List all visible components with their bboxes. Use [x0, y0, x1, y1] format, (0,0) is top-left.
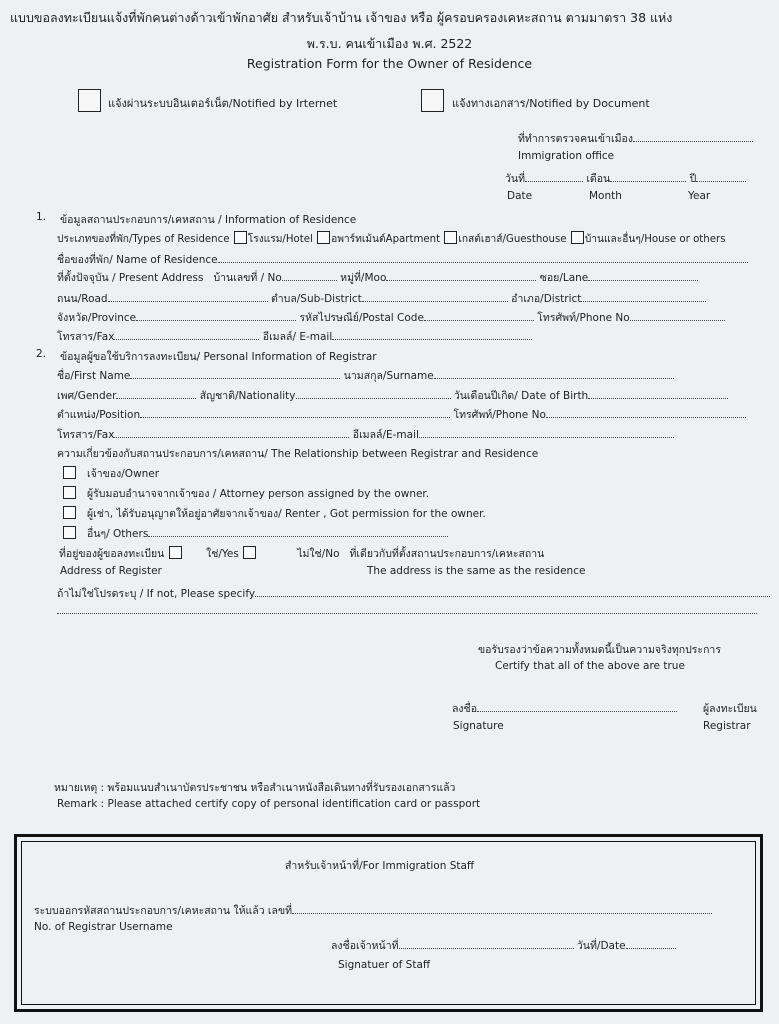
relation-owner-checkbox[interactable]	[63, 466, 76, 479]
year-th: ปี	[689, 173, 697, 185]
house-no-label: บ้านเลขที่ / No	[213, 272, 282, 284]
relation-attorney[interactable]	[62, 485, 429, 502]
immigration-office-en: Immigration office	[518, 150, 615, 162]
name-row[interactable]	[57, 367, 674, 384]
road-row[interactable]	[57, 290, 706, 307]
addr-no-checkbox[interactable]	[243, 546, 256, 559]
date-label-en: Date	[507, 190, 533, 202]
addr-reg-en: Address of Register	[60, 565, 162, 577]
certify-th: ขอรับรองว่าข้อความทั้งหมดนี้เป็นความจริงทุกประการ	[478, 644, 721, 656]
province-label: จังหวัด/Province	[57, 312, 137, 324]
registrar-th: ผู้ลงทะเบียน	[703, 703, 757, 715]
present-address-row[interactable]	[57, 269, 698, 286]
immigration-office-th: ที่ทำการตรวจคนเข้าเมือง	[518, 133, 633, 145]
type-hotel-checkbox[interactable]	[234, 231, 247, 244]
relation-renter[interactable]	[62, 505, 486, 522]
relation-owner[interactable]	[62, 465, 159, 482]
province-row[interactable]	[57, 309, 725, 326]
specify-field[interactable]	[57, 585, 770, 602]
staff-heading: สำหรับเจ้าหน้าที่/For Immigration Staff	[285, 860, 475, 872]
month-label-en: Month	[589, 190, 622, 202]
relation-attorney-label: ผู้รับมอบอำนาจจากเจ้าของ / Attorney person assigned by the owner.	[87, 488, 430, 500]
relation-others[interactable]	[62, 525, 448, 542]
staff-sign-en: Signatuer of Staff	[338, 959, 431, 971]
addr-yes-checkbox[interactable]	[169, 546, 182, 559]
immigration-office-field[interactable]	[518, 130, 753, 147]
signature-en: Signature	[453, 720, 504, 732]
type-house-checkbox[interactable]	[571, 231, 584, 244]
same-address-en: The address is the same as the residence	[367, 565, 586, 577]
specify-line2[interactable]	[57, 604, 757, 617]
relation-others-checkbox[interactable]	[63, 526, 76, 539]
residence-name-field[interactable]	[57, 251, 748, 268]
month-th: เดือน	[586, 173, 611, 185]
registrar-phone-label: โทรศัพท์/Phone No	[453, 409, 546, 421]
type-guesthouse-label: เกสต์เฮาส์/Guesthouse	[458, 234, 567, 245]
surname-label: นามสกุล/Surname	[343, 370, 434, 382]
nationality-label: สัญชาติ/Nationality	[199, 390, 296, 402]
type-house-label: บ้านและอื่นๆ/House or others	[584, 234, 726, 245]
staff-sign-field[interactable]	[331, 937, 676, 954]
residence-fax-row[interactable]	[57, 328, 532, 345]
registrar-email-label: อีเมลล์/E-mail	[352, 429, 419, 441]
remark-en: Remark : Please attached certify copy of personal identification card or passport	[57, 798, 481, 810]
types-label: ประเภทของที่พัก/Types of Residence	[57, 234, 230, 245]
section1-heading: ข้อมูลสถานประกอบการ/เคหสถาน / Information of Residence	[60, 214, 357, 226]
notify-internet-checkbox[interactable]	[78, 89, 101, 112]
title-thai-line1: แบบขอลงทะเบียนแจ้งที่พักคนต่างด้าวเข้าพักอาศัย สำหรับเจ้าบ้าน เจ้าของ หรือ ผู้ครอบครองเคหะสถาน ตามมาตรา 38 แห่ง	[10, 10, 673, 25]
subdistrict-label: ตำบล/Sub-District	[270, 293, 362, 305]
type-apartment-checkbox[interactable]	[317, 231, 330, 244]
relation-owner-label: เจ้าของ/Owner	[87, 468, 160, 480]
addr-yes-label: ใช่/Yes	[206, 548, 239, 560]
moo-label: หมู่ที่/Moo	[340, 272, 387, 284]
staff-system-th: ระบบออกรหัสสถานประกอบการ/เคหะสถาน ให้แล้ว เลขที่	[34, 905, 293, 917]
residence-phone-label: โทรศัพท์/Phone No	[537, 312, 630, 324]
first-name-label: ชื่อ/First Name	[57, 370, 131, 382]
sign-th: ลงชื่อ	[452, 703, 477, 715]
type-guesthouse-checkbox[interactable]	[444, 231, 457, 244]
relation-heading: ความเกี่ยวข้องกับสถานประกอบการ/เคหสถาน/ The Relationship between Registrar and Residence	[57, 448, 539, 460]
notify-internet-label: แจ้งผ่านระบบอินเตอร์เน็ต/Notified by Irternet	[108, 97, 338, 110]
postal-code-label: รหัสไปรษณีย์/Postal Code	[299, 312, 424, 324]
date-th: วันที่	[505, 173, 525, 185]
type-hotel-label: โรงแรม/Hotel	[247, 234, 313, 245]
position-row[interactable]	[57, 406, 746, 423]
title-english: Registration Form for the Owner of Residence	[246, 56, 533, 71]
residence-fax-label: โทรสาร/Fax	[57, 331, 115, 343]
present-address-label: ที่ตั้งปัจจุบัน / Present Address	[57, 272, 204, 284]
notify-document-checkbox[interactable]	[421, 89, 444, 112]
section1-number: 1.	[36, 211, 47, 223]
gender-row[interactable]	[57, 387, 728, 404]
road-label: ถนน/Road	[57, 293, 108, 305]
section2-number: 2.	[36, 348, 47, 360]
staff-date-th: วันที่/Date	[576, 940, 626, 952]
relation-attorney-checkbox[interactable]	[63, 486, 76, 499]
relation-renter-checkbox[interactable]	[63, 506, 76, 519]
residence-type-row	[57, 231, 726, 247]
remark-th: หมายเหตุ : พร้อมแนบสำเนาบัตรประชาชน หรือสำเนาหนังสือเดินทางที่รับรองเอกสารแล้ว	[54, 782, 456, 794]
title-thai-line2: พ.ร.บ. คนเข้าเมือง พ.ศ. 2522	[306, 36, 473, 51]
dob-label: วันเดือนปีเกิด/ Date of Birth	[453, 390, 589, 402]
residence-email-label: อีเมลล์/ E-mail	[262, 331, 333, 343]
specify-label: ถ้าไม่ใช่โปรดระบุ / If not, Please specify	[57, 588, 256, 600]
residence-name-label: ชื่อของที่พัก/ Name of Residence	[57, 254, 218, 266]
date-field-thai[interactable]	[505, 170, 746, 187]
addr-no-label: ไม่ใช่/No	[297, 548, 340, 560]
registrar-fax-label: โทรสาร/Fax	[57, 429, 115, 441]
relation-renter-label: ผู้เช่า, ได้รับอนุญาตให้อยู่อาศัยจากเจ้าของ/ Renter , Got permission for the owner.	[87, 508, 486, 520]
type-apartment-label: อพาร์ทเม้นต์Apartment	[331, 234, 441, 245]
addr-reg-th: ที่อยู่ของผู้ขอลงทะเบียน	[59, 548, 165, 560]
relation-others-label: อื่นๆ/ Others	[87, 528, 149, 540]
same-address-th: ที่เดียวกับที่ตั้งสถานประกอบการ/เคหะสถาน	[349, 548, 545, 560]
registrar-en: Registrar	[703, 720, 751, 732]
address-of-register-row	[59, 545, 544, 562]
position-label: ตำแหน่ง/Position	[57, 409, 141, 421]
staff-sign-th: ลงชื่อเจ้าหน้าที่	[331, 940, 399, 952]
staff-system-field[interactable]	[34, 902, 712, 919]
signature-field[interactable]	[452, 700, 677, 717]
gender-label: เพศ/Gender	[57, 390, 117, 402]
district-label: อำเภอ/District	[511, 293, 582, 305]
notify-document-label: แจ้งทางเอกสาร/Notified by Document	[452, 97, 650, 110]
year-label-en: Year	[688, 190, 711, 202]
section2-heading: ข้อมูลผู้ขอใช้บริการลงทะเบียน/ Personal Information of Registrar	[60, 351, 377, 363]
lane-label: ซอย/Lane	[539, 272, 589, 284]
staff-username-en: No. of Registrar Username	[34, 921, 173, 933]
certify-en: Certify that all of the above are true	[495, 660, 685, 672]
registrar-fax-row[interactable]	[57, 426, 674, 443]
